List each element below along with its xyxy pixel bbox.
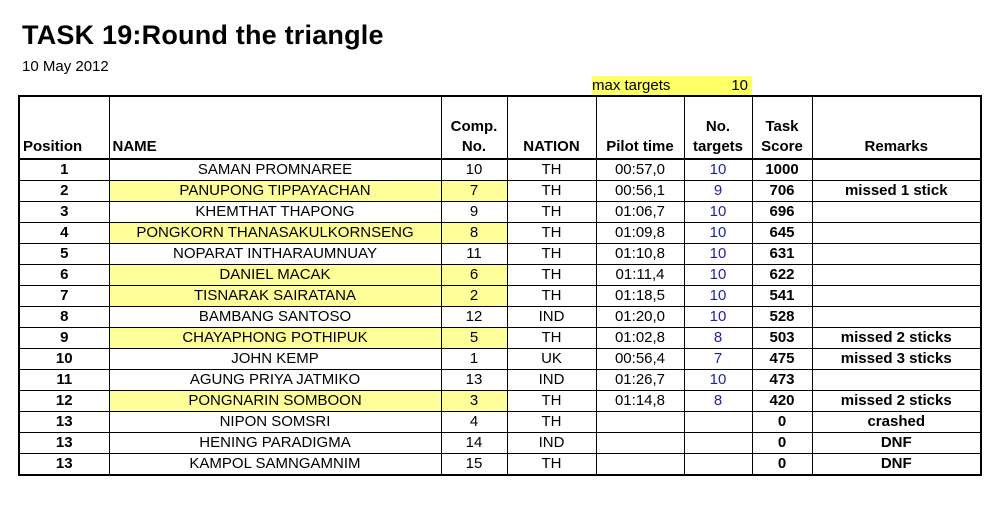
targets-cell: 10 [684,307,752,328]
table-row [19,433,981,454]
targets-cell: 10 [684,265,752,286]
col-header-task-score [752,96,812,159]
task-score-cell: 541 [752,286,812,307]
remarks-cell: DNF [812,454,981,476]
remarks-cell: missed 2 sticks [812,391,981,412]
nation-cell: IND [507,370,596,391]
targets-cell: 9 [684,181,752,202]
table-row [19,307,981,328]
targets-cell [684,433,752,454]
col-header-targets-line2: targets [692,138,744,155]
comp-no-cell: 8 [441,223,507,244]
col-header-name: NAME [109,96,441,159]
comp-no-cell: 9 [441,202,507,223]
targets-cell: 10 [684,223,752,244]
position-cell: 13 [19,454,109,476]
position-cell: 10 [19,349,109,370]
task-score-cell: 0 [752,412,812,433]
targets-cell: 8 [684,328,752,349]
results-table [18,95,982,476]
comp-no-cell: 1 [441,349,507,370]
col-header-score-line1: Task [765,118,799,135]
remarks-cell [812,223,981,244]
task-score-cell: 622 [752,265,812,286]
pilot-time-cell: 01:18,5 [596,286,684,307]
task-score-cell: 0 [752,433,812,454]
targets-cell: 10 [684,370,752,391]
nation-cell: TH [507,202,596,223]
nation-cell: IND [507,307,596,328]
col-header-remarks: Remarks [812,96,981,159]
targets-cell [684,412,752,433]
position-cell: 9 [19,328,109,349]
max-targets-label: max targets [592,77,671,94]
task-score-cell: 420 [752,391,812,412]
col-header-targets-line1: No. [705,118,731,135]
col-header-score-line2: Score [761,138,803,155]
position-cell: 7 [19,286,109,307]
remarks-cell: crashed [812,412,981,433]
pilot-name-cell: KHEMTHAT THAPONG [109,202,441,223]
task-score-cell: 696 [752,202,812,223]
table-row [19,454,981,476]
pilot-time-cell [596,433,684,454]
col-header-targets [684,96,752,159]
targets-cell: 7 [684,349,752,370]
pilot-name-cell: BAMBANG SANTOSO [109,307,441,328]
table-row [19,412,981,433]
task-score-cell: 645 [752,223,812,244]
pilot-time-cell: 01:20,0 [596,307,684,328]
nation-cell: TH [507,412,596,433]
task-score-cell: 1000 [752,159,812,181]
position-cell: 2 [19,181,109,202]
pilot-time-cell: 01:14,8 [596,391,684,412]
comp-no-cell: 10 [441,159,507,181]
table-row [19,265,981,286]
task-score-cell: 528 [752,307,812,328]
pilot-time-cell: 01:26,7 [596,370,684,391]
table-row [19,202,981,223]
position-cell: 13 [19,412,109,433]
col-header-comp-no [441,96,507,159]
position-cell: 13 [19,433,109,454]
position-cell: 4 [19,223,109,244]
position-cell: 5 [19,244,109,265]
col-header-pilot-time: Pilot time [596,96,684,159]
table-row [19,370,981,391]
table-row [19,244,981,265]
pilot-time-cell: 01:02,8 [596,328,684,349]
pilot-name-cell: PANUPONG TIPPAYACHAN [109,181,441,202]
task-score-cell: 706 [752,181,812,202]
position-cell: 12 [19,391,109,412]
table-row [19,328,981,349]
pilot-name-cell: TISNARAK SAIRATANA [109,286,441,307]
targets-cell: 8 [684,391,752,412]
nation-cell: TH [507,454,596,476]
comp-no-cell: 6 [441,265,507,286]
remarks-cell [812,244,981,265]
comp-no-cell: 12 [441,307,507,328]
targets-cell: 10 [684,244,752,265]
results-body [19,159,981,475]
remarks-cell [812,159,981,181]
remarks-cell: DNF [812,433,981,454]
table-row [19,391,981,412]
table-row [19,159,981,181]
table-row [19,181,981,202]
position-cell: 1 [19,159,109,181]
col-header-nation: NATION [507,96,596,159]
pilot-name-cell: AGUNG PRIYA JATMIKO [109,370,441,391]
targets-cell: 10 [684,202,752,223]
header-row [19,96,981,159]
nation-cell: TH [507,391,596,412]
pilot-time-cell [596,412,684,433]
targets-cell [684,454,752,476]
col-header-comp-line2: No. [461,138,487,155]
remarks-cell [812,286,981,307]
pilot-name-cell: SAMAN PROMNAREE [109,159,441,181]
nation-cell: UK [507,349,596,370]
page-title: TASK 19:Round the triangle [22,20,384,50]
task-score-cell: 0 [752,454,812,476]
nation-cell: TH [507,159,596,181]
nation-cell: TH [507,181,596,202]
pilot-time-cell: 00:56,4 [596,349,684,370]
remarks-cell: missed 2 sticks [812,328,981,349]
pilot-time-cell: 01:06,7 [596,202,684,223]
pilot-name-cell: KAMPOL SAMNGAMNIM [109,454,441,476]
position-cell: 11 [19,370,109,391]
remarks-cell [812,202,981,223]
pilot-name-cell: CHAYAPHONG POTHIPUK [109,328,441,349]
pilot-time-cell: 00:57,0 [596,159,684,181]
comp-no-cell: 11 [441,244,507,265]
comp-no-cell: 14 [441,433,507,454]
pilot-time-cell: 01:11,4 [596,265,684,286]
pilot-name-cell: HENING PARADIGMA [109,433,441,454]
pilot-time-cell: 01:10,8 [596,244,684,265]
comp-no-cell: 3 [441,391,507,412]
comp-no-cell: 4 [441,412,507,433]
pilot-name-cell: PONGKORN THANASAKULKORNSENG [109,223,441,244]
col-header-position: Position [19,96,109,159]
task-score-cell: 475 [752,349,812,370]
comp-no-cell: 5 [441,328,507,349]
nation-cell: TH [507,265,596,286]
nation-cell: IND [507,433,596,454]
position-cell: 6 [19,265,109,286]
pilot-name-cell: NIPON SOMSRI [109,412,441,433]
col-header-comp-line1: Comp. [450,118,498,135]
table-row [19,286,981,307]
max-targets-box [592,76,752,95]
table-row [19,349,981,370]
remarks-cell [812,265,981,286]
position-cell: 3 [19,202,109,223]
nation-cell: TH [507,244,596,265]
pilot-time-cell: 01:09,8 [596,223,684,244]
pilot-name-cell: DANIEL MACAK [109,265,441,286]
comp-no-cell: 13 [441,370,507,391]
max-targets-value: 10 [731,77,748,94]
nation-cell: TH [507,286,596,307]
pilot-time-cell [596,454,684,476]
task-score-cell: 473 [752,370,812,391]
comp-no-cell: 15 [441,454,507,476]
comp-no-cell: 7 [441,181,507,202]
pilot-name-cell: PONGNARIN SOMBOON [109,391,441,412]
task-score-cell: 503 [752,328,812,349]
nation-cell: TH [507,223,596,244]
table-row [19,223,981,244]
task-score-cell: 631 [752,244,812,265]
remarks-cell: missed 3 sticks [812,349,981,370]
targets-cell: 10 [684,159,752,181]
pilot-name-cell: NOPARAT INTHARAUMNUAY [109,244,441,265]
remarks-cell: missed 1 stick [812,181,981,202]
pilot-time-cell: 00:56,1 [596,181,684,202]
nation-cell: TH [507,328,596,349]
remarks-cell [812,307,981,328]
task-date: 10 May 2012 [22,58,109,75]
pilot-name-cell: JOHN KEMP [109,349,441,370]
comp-no-cell: 2 [441,286,507,307]
remarks-cell [812,370,981,391]
position-cell: 8 [19,307,109,328]
targets-cell: 10 [684,286,752,307]
